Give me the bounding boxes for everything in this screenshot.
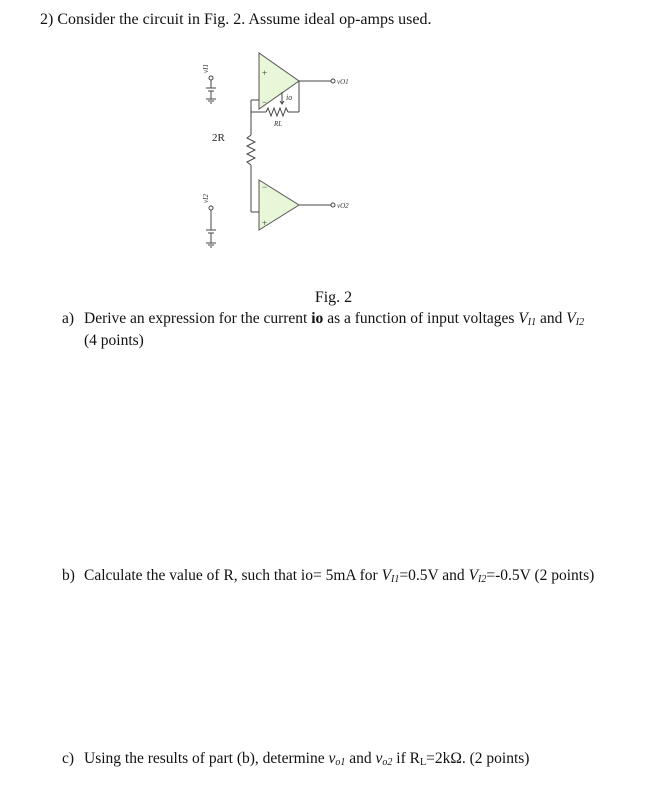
part-b: b) Calculate the value of R, such that io= 5mA for $V_{I1}=0.5V$ and $V_{I2}=-0.5V$ (2 points) xyxy=(62,567,595,585)
label-vo1: vO1 xyxy=(337,78,349,86)
label-2r: 2R xyxy=(212,132,225,144)
part-a-points: (4 points) xyxy=(84,332,144,349)
figure-caption: Fig. 2 xyxy=(314,289,353,306)
label-vi2: vI2 xyxy=(202,194,210,203)
part-c: c) Using the results of part (b), determine $v_{o1}$ and $v_{o2}$ if $R_L=2k\Omega$. (2 points) xyxy=(62,750,530,768)
part-a-label: a) xyxy=(62,310,75,327)
question-intro: 2) Consider the circuit in Fig. 2. Assume ideal op-amps used. xyxy=(40,11,432,28)
label-vi1: vI1 xyxy=(202,64,210,73)
circuit-diagram xyxy=(196,40,376,265)
opamp2-minus: − xyxy=(262,182,268,192)
label-io: io xyxy=(286,93,293,102)
opamp1-plus: + xyxy=(262,68,268,78)
part-b-label: b) xyxy=(62,567,75,584)
label-rl: RL xyxy=(274,120,283,128)
part-a: a) Derive an expression for the current io as a function of input voltages $V_{I1}$ and $V_{I2}$ (4 points) xyxy=(62,310,585,349)
opamp2-plus: + xyxy=(262,218,268,228)
label-vo2: vO2 xyxy=(337,202,349,210)
part-c-label: c) xyxy=(62,750,75,767)
opamp1-minus: − xyxy=(262,97,268,107)
